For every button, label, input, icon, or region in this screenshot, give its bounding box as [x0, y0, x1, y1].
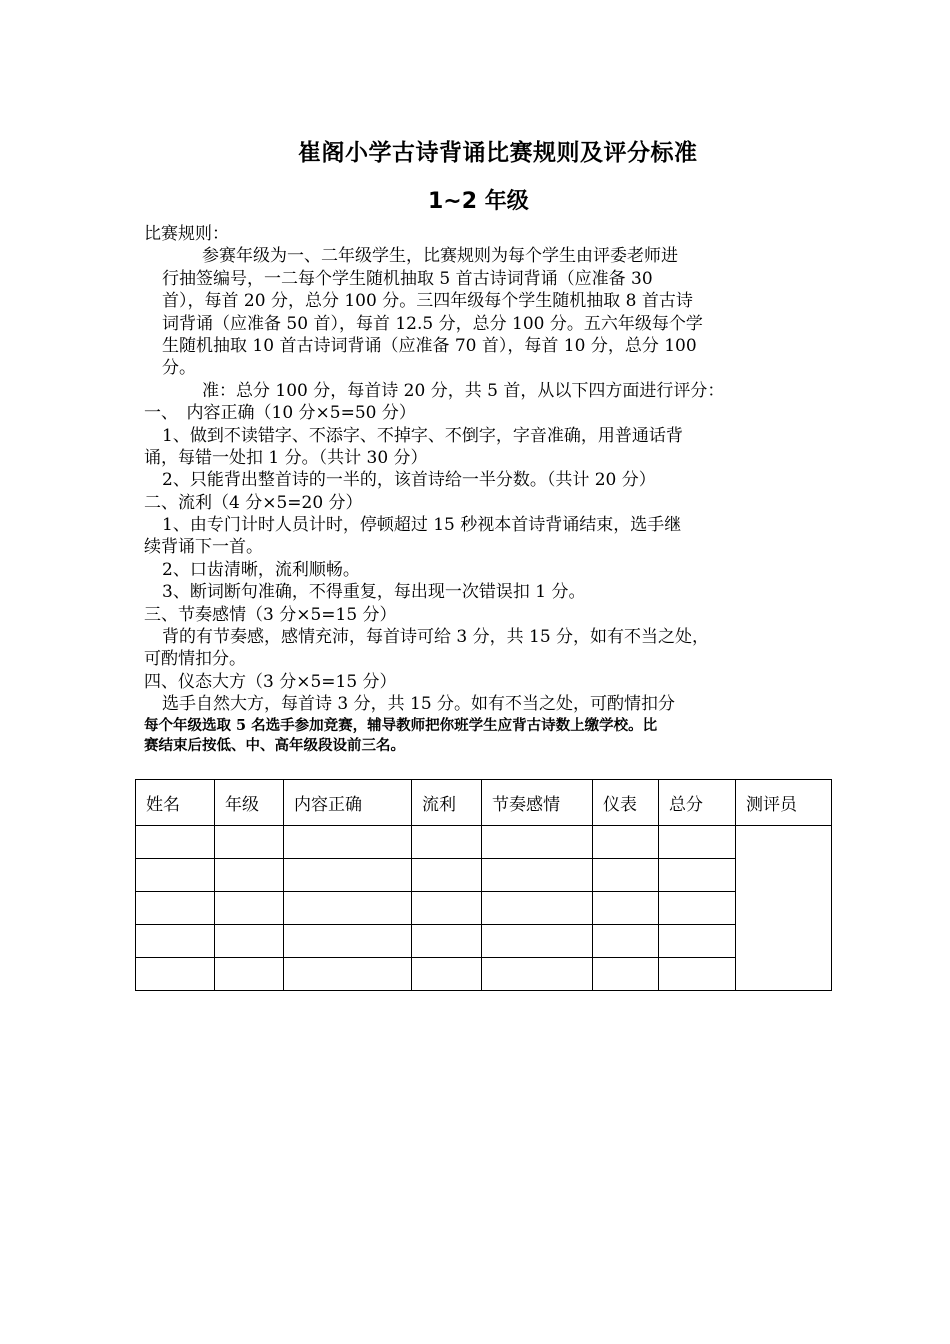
table-cell	[284, 925, 412, 958]
rules-paragraph-line: 首），每首 20 分，总分 100 分。三四年级每个学生随机抽取 8 首古诗	[162, 291, 693, 312]
table-cell	[482, 892, 593, 925]
table-cell	[136, 892, 215, 925]
rules-heading: 比赛规则：	[144, 224, 229, 244]
table-cell	[284, 826, 412, 859]
table-cell	[412, 826, 482, 859]
table-row	[136, 925, 832, 958]
rules-paragraph-line: 生随机抽取 10 首古诗词背诵（应准备 70 首），每首 10 分，总分 100	[162, 335, 697, 356]
header-demeanor: 仪表	[593, 780, 659, 826]
table-cell	[215, 925, 284, 958]
table-cell	[659, 859, 736, 892]
table-cell	[136, 925, 215, 958]
table-cell	[593, 859, 659, 892]
section-heading-demeanor: 四、仪态大方（3 分×5=15 分）	[144, 671, 397, 692]
header-fluency: 流利	[412, 780, 482, 826]
criteria-line: 3、断词断句准确，不得重复，每出现一次错误扣 1 分。	[162, 582, 586, 603]
table-header-row	[136, 780, 832, 826]
table-cell	[593, 925, 659, 958]
table-row	[136, 859, 832, 892]
rules-paragraph-line: 参赛年级为一、二年级学生，比赛规则为每个学生由评委老师进	[202, 246, 678, 267]
document-title: 崔阁小学古诗背诵比赛规则及评分标准	[298, 140, 698, 166]
table-cell	[482, 925, 593, 958]
table-cell	[659, 892, 736, 925]
rules-paragraph-line: 词背诵（应准备 50 首），每首 12.5 分，总分 100 分。五六年级每个学	[162, 313, 703, 334]
competition-note-line: 赛结束后按低、中、高年级段设前三名。	[144, 736, 405, 754]
criteria-line: 可酌情扣分。	[144, 649, 246, 670]
criteria-line: 续背诵下一首。	[144, 537, 263, 558]
header-content: 内容正确	[284, 780, 412, 826]
table-cell	[593, 892, 659, 925]
table-cell	[593, 826, 659, 859]
table-cell	[482, 859, 593, 892]
table-cell	[412, 859, 482, 892]
criteria-line: 1、由专门计时人员计时，停顿超过 15 秒视本首诗背诵结束，选手继	[162, 515, 682, 536]
table-cell	[412, 958, 482, 991]
table-cell	[215, 892, 284, 925]
table-cell	[284, 859, 412, 892]
header-evaluator: 测评员	[736, 780, 832, 826]
rules-paragraph-line: 行抽签编号，一二每个学生随机抽取 5 首古诗词背诵（应准备 30	[162, 268, 653, 289]
table-cell	[215, 859, 284, 892]
table-row	[136, 892, 832, 925]
criteria-line: 背的有节奏感，感情充沛，每首诗可给 3 分，共 15 分，如有不当之处，	[162, 627, 710, 648]
competition-note-line: 每个年级选取 5 名选手参加竞赛，辅导教师把你班学生应背古诗数上缴学校。比	[144, 716, 658, 734]
criteria-line: 1、做到不读错字、不添字、不掉字、不倒字，字音准确，用普通话背	[162, 425, 683, 446]
table-cell	[215, 826, 284, 859]
table-cell	[482, 958, 593, 991]
rules-paragraph-line: 分。	[162, 358, 196, 379]
table-cell	[412, 925, 482, 958]
table-row	[136, 826, 832, 859]
table-cell	[412, 892, 482, 925]
criteria-line: 诵，每错一处扣 1 分。（共计 30 分）	[144, 447, 428, 468]
section-heading-fluency: 二、流利（4 分×5=20 分）	[144, 492, 363, 513]
table-cell	[136, 826, 215, 859]
grade-subtitle: 1~2 年级	[428, 189, 529, 214]
table-cell	[136, 859, 215, 892]
evaluator-cell	[736, 826, 832, 991]
table-cell	[659, 958, 736, 991]
table-cell	[593, 958, 659, 991]
table-cell	[482, 826, 593, 859]
table-row	[136, 958, 832, 991]
table-cell	[284, 958, 412, 991]
table-cell	[659, 826, 736, 859]
criteria-line: 2、口齿清晰，流利顺畅。	[162, 559, 360, 580]
table-cell	[284, 892, 412, 925]
criteria-line: 选手自然大方，每首诗 3 分，共 15 分。如有不当之处，可酌情扣分	[162, 694, 676, 715]
header-name: 姓名	[136, 780, 215, 826]
table-cell	[136, 958, 215, 991]
rules-body	[144, 223, 824, 756]
header-total: 总分	[659, 780, 736, 826]
section-heading-content: 一、 内容正确（10 分×5=50 分）	[144, 403, 416, 424]
header-grade: 年级	[215, 780, 284, 826]
header-rhythm: 节奏感情	[482, 780, 593, 826]
section-heading-rhythm: 三、节奏感情（3 分×5=15 分）	[144, 604, 397, 625]
table-cell	[215, 958, 284, 991]
scoring-intro: 准：总分 100 分，每首诗 20 分，共 5 首，从以下四方面进行评分：	[202, 380, 725, 401]
score-table	[135, 779, 832, 991]
criteria-line: 2、只能背出整首诗的一半的，该首诗给一半分数。（共计 20 分）	[162, 470, 656, 491]
table-cell	[659, 925, 736, 958]
